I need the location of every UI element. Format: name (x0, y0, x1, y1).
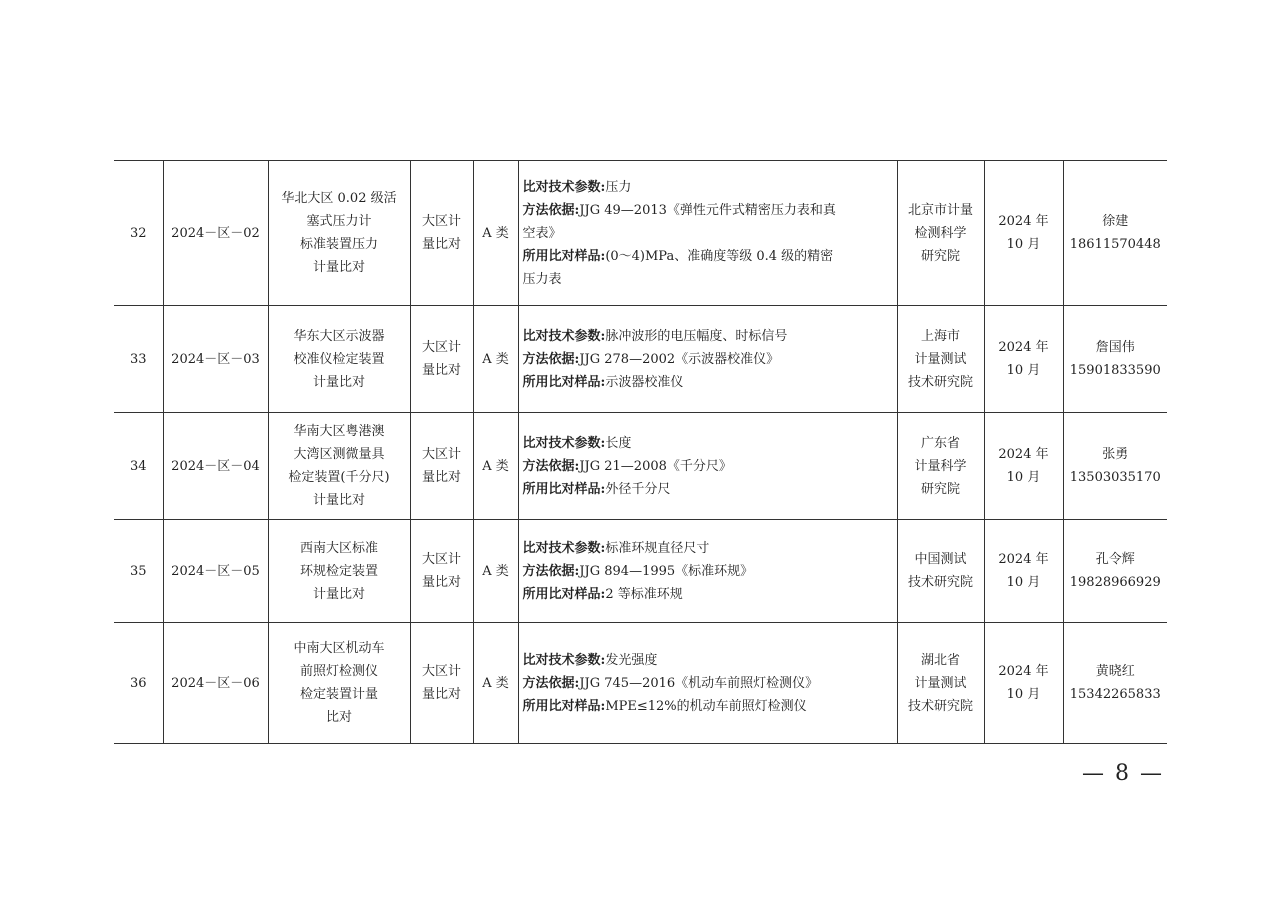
row-number: 34 (114, 413, 163, 520)
row-number: 33 (114, 306, 163, 413)
project-name: 华南大区粤港澳 大湾区测微量具 检定装置(千分尺) 计量比对 (268, 413, 410, 520)
organizer: 湖北省 计量测试 技术研究院 (897, 623, 984, 744)
project-name: 西南大区标准 环规检定装置 计量比对 (268, 520, 410, 623)
project-name: 华东大区示波器 校准仪检定装置 计量比对 (268, 306, 410, 413)
table-row (114, 413, 1167, 520)
project-code: 2024－区－06 (163, 623, 268, 744)
comparison-table (114, 160, 1167, 744)
project-code: 2024－区－03 (163, 306, 268, 413)
organizer: 上海市 计量测试 技术研究院 (897, 306, 984, 413)
row-number: 32 (114, 161, 163, 306)
project-code: 2024－区－04 (163, 413, 268, 520)
comparison-class: A 类 (473, 306, 518, 413)
table-row (114, 306, 1167, 413)
comparison-class: A 类 (473, 520, 518, 623)
row-number: 36 (114, 623, 163, 744)
comparison-class: A 类 (473, 161, 518, 306)
project-name: 华北大区 0.02 级活 塞式压力计 标准装置压力 计量比对 (268, 161, 410, 306)
project-code: 2024－区－02 (163, 161, 268, 306)
comparison-type: 大区计 量比对 (410, 161, 473, 306)
schedule: 2024 年 10 月 (984, 520, 1063, 623)
project-code: 2024－区－05 (163, 520, 268, 623)
comparison-type: 大区计 量比对 (410, 520, 473, 623)
technical-description: 比对技术参数:发光强度 方法依据:JJG 745—2016《机动车前照灯检测仪》 所用比对样品:MPE≤12%的机动车前照灯检测仪 (518, 623, 897, 744)
comparison-type: 大区计 量比对 (410, 306, 473, 413)
organizer: 广东省 计量科学 研究院 (897, 413, 984, 520)
contact: 黄晓红 15342265833 (1063, 623, 1167, 744)
technical-description: 比对技术参数:压力 方法依据:JJG 49—2013《弹性元件式精密压力表和真 空表》 所用比对样品:(0～4)MPa、准确度等级 0.4 级的精密 压力表 (518, 161, 897, 306)
contact: 张勇 13503035170 (1063, 413, 1167, 520)
contact: 孔令辉 19828966929 (1063, 520, 1167, 623)
schedule: 2024 年 10 月 (984, 623, 1063, 744)
comparison-type: 大区计 量比对 (410, 413, 473, 520)
schedule: 2024 年 10 月 (984, 413, 1063, 520)
technical-description: 比对技术参数:标准环规直径尺寸 方法依据:JJG 894—1995《标准环规》 所用比对样品:2 等标准环规 (518, 520, 897, 623)
comparison-class: A 类 (473, 413, 518, 520)
contact: 徐建 18611570448 (1063, 161, 1167, 306)
page-number: — 8 — (1082, 761, 1164, 786)
project-name: 中南大区机动车 前照灯检测仪 检定装置计量 比对 (268, 623, 410, 744)
comparison-type: 大区计 量比对 (410, 623, 473, 744)
contact: 詹国伟 15901833590 (1063, 306, 1167, 413)
technical-description: 比对技术参数:长度 方法依据:JJG 21—2008《千分尺》 所用比对样品:外径千分尺 (518, 413, 897, 520)
table-row (114, 161, 1167, 306)
organizer: 北京市计量 检测科学 研究院 (897, 161, 984, 306)
row-number: 35 (114, 520, 163, 623)
table-row (114, 623, 1167, 744)
comparison-class: A 类 (473, 623, 518, 744)
schedule: 2024 年 10 月 (984, 306, 1063, 413)
table-row (114, 520, 1167, 623)
schedule: 2024 年 10 月 (984, 161, 1063, 306)
organizer: 中国测试 技术研究院 (897, 520, 984, 623)
technical-description: 比对技术参数:脉冲波形的电压幅度、时标信号 方法依据:JJG 278—2002《示波器校准仪》 所用比对样品:示波器校准仪 (518, 306, 897, 413)
